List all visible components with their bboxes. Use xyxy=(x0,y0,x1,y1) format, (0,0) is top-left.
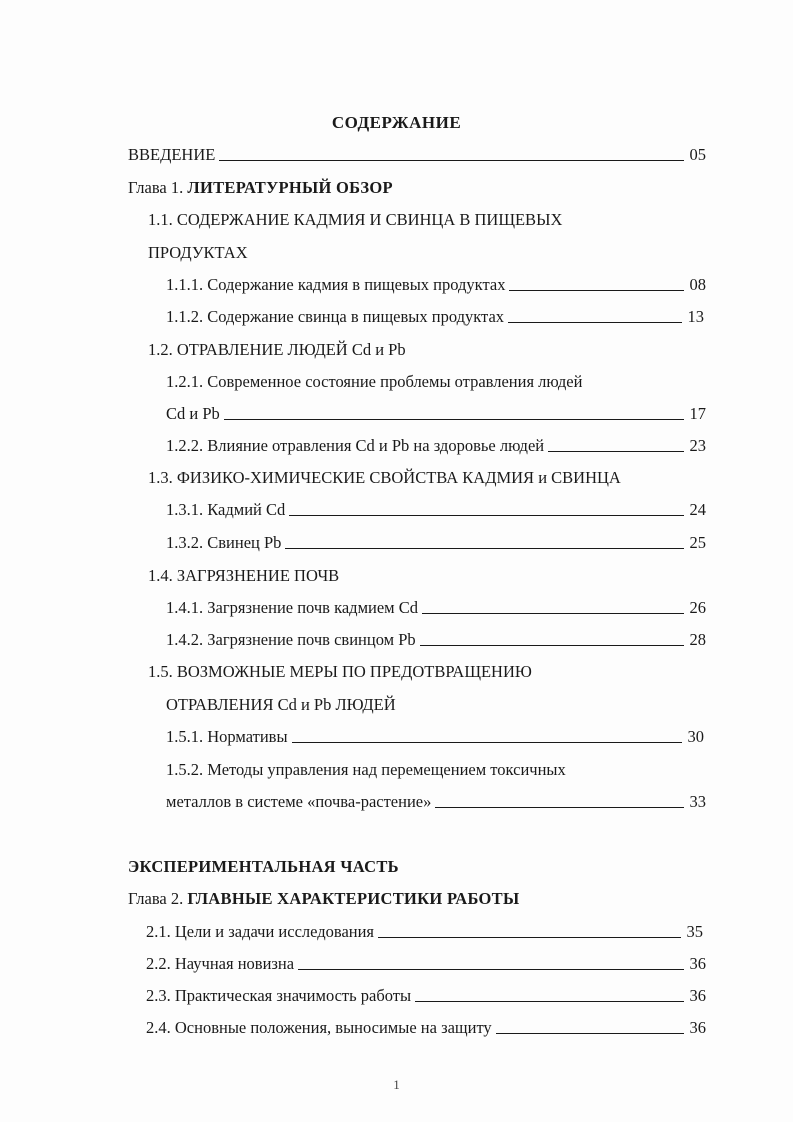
toc-entry-page: 24 xyxy=(689,500,706,519)
section-1-4: 1.4. ЗАГРЯЗНЕНИЕ ПОЧВ xyxy=(148,566,340,585)
toc-entry-label: 1.5.1. Нормативы xyxy=(166,727,288,746)
toc-entry-page: 25 xyxy=(689,533,706,552)
chapter-prefix: Глава 2. xyxy=(128,889,184,908)
leader-line xyxy=(219,160,683,161)
chapter-name: ГЛАВНЫЕ ХАРАКТЕРИСТИКИ РАБОТЫ xyxy=(187,889,520,908)
toc-entry-label: 1.2.2. Влияние отравления Cd и Pb на здоровье людей xyxy=(166,436,545,455)
toc-entry-page: 30 xyxy=(687,727,704,746)
leader-line xyxy=(289,515,683,516)
leader-line xyxy=(378,937,680,938)
leader-line xyxy=(285,548,683,549)
chapter-1-heading xyxy=(128,177,393,199)
toc-entry-label: 1.1.1. Содержание кадмия в пищевых продуктах xyxy=(166,275,506,294)
leader-line xyxy=(420,645,684,646)
leader-line xyxy=(415,1001,683,1002)
toc-entry-1-5-1 xyxy=(166,726,704,748)
toc-entry-page: 33 xyxy=(689,792,706,811)
section-1-1-line2: ПРОДУКТАХ xyxy=(148,243,248,262)
leader-line xyxy=(292,742,682,743)
toc-entry-label: ВВЕДЕНИЕ xyxy=(128,145,216,164)
leader-line xyxy=(298,969,683,970)
toc-entry-label: 2.1. Цели и задачи исследования xyxy=(146,922,375,941)
toc-entry-1-5-2 xyxy=(166,791,706,813)
leader-line xyxy=(422,613,684,614)
toc-entry-page: 36 xyxy=(689,954,706,973)
section-1-5-2-line1: 1.5.2. Методы управления над перемещением токсичных xyxy=(166,760,566,779)
toc-entry-label: 1.3.1. Кадмий Cd xyxy=(166,500,286,519)
leader-line xyxy=(496,1033,684,1034)
chapter-prefix: Глава 1. xyxy=(128,178,184,197)
toc-entry-label: 1.1.2. Содержание свинца в пищевых продуктах xyxy=(166,307,505,326)
experimental-part-heading: ЭКСПЕРИМЕНТАЛЬНАЯ ЧАСТЬ xyxy=(128,857,399,876)
toc-entry-1-4-1 xyxy=(166,597,706,619)
toc-entry-1-3-2 xyxy=(166,532,706,554)
leader-line xyxy=(224,419,684,420)
page-number: 1 xyxy=(393,1077,400,1092)
toc-entry-page: 36 xyxy=(689,986,706,1005)
toc-entry-2-2 xyxy=(146,953,706,975)
toc-entry-2-3 xyxy=(146,985,706,1007)
toc-entry-1-4-2 xyxy=(166,629,706,651)
section-1-5-line2: ОТРАВЛЕНИЯ Cd и Pb ЛЮДЕЙ xyxy=(166,695,396,714)
toc-entry-page: 17 xyxy=(689,404,706,423)
toc-entry-label: 2.4. Основные положения, выносимые на защиту xyxy=(146,1018,492,1037)
toc-entry-1-1-2 xyxy=(166,306,704,328)
section-1-5-line1: 1.5. ВОЗМОЖНЫЕ МЕРЫ ПО ПРЕДОТВРАЩЕНИЮ xyxy=(148,662,532,681)
toc-entry-page: 36 xyxy=(689,1018,706,1037)
toc-entry-label: 2.2. Научная новизна xyxy=(146,954,295,973)
toc-entry-1-3-1 xyxy=(166,499,706,521)
section-1-3: 1.3. ФИЗИКО-ХИМИЧЕСКИЕ СВОЙСТВА КАДМИЯ и СВИНЦА xyxy=(148,468,621,487)
toc-entry-label: 1.4.1. Загрязнение почв кадмием Cd xyxy=(166,598,418,617)
toc-entry-page: 35 xyxy=(686,922,703,941)
toc-entry-2-4 xyxy=(146,1017,706,1039)
toc-entry-label: металлов в системе «почва-растение» xyxy=(166,792,432,811)
toc-title: СОДЕРЖАНИЕ xyxy=(331,113,462,132)
toc-entry-intro xyxy=(128,144,706,166)
chapter-name: ЛИТЕРАТУРНЫЙ ОБЗОР xyxy=(187,178,393,197)
toc-entry-page: 26 xyxy=(689,598,706,617)
toc-entry-page: 13 xyxy=(687,307,704,326)
section-1-2-1-line1: 1.2.1. Современное состояние проблемы отравления людей xyxy=(166,372,583,391)
leader-line xyxy=(548,451,683,452)
toc-entry-2-1 xyxy=(146,921,703,943)
leader-line xyxy=(435,807,683,808)
toc-entry-label: 1.4.2. Загрязнение почв свинцом Pb xyxy=(166,630,416,649)
chapter-2-heading xyxy=(128,888,519,910)
section-1-2: 1.2. ОТРАВЛЕНИЕ ЛЮДЕЙ Cd и Pb xyxy=(148,340,406,359)
leader-line xyxy=(509,290,683,291)
toc-entry-page: 05 xyxy=(689,145,706,164)
toc-entry-page: 28 xyxy=(689,630,706,649)
toc-entry-label: 1.3.2. Свинец Pb xyxy=(166,533,282,552)
leader-line xyxy=(508,322,681,323)
toc-entry-1-2-2 xyxy=(166,435,706,457)
toc-entry-1-1-1 xyxy=(166,274,706,296)
toc-entry-1-2-1 xyxy=(166,403,706,425)
toc-entry-label: 2.3. Практическая значимость работы xyxy=(146,986,412,1005)
toc-entry-page: 23 xyxy=(689,436,706,455)
section-1-1-line1: 1.1. СОДЕРЖАНИЕ КАДМИЯ И СВИНЦА В ПИЩЕВЫХ xyxy=(148,210,563,229)
toc-entry-page: 08 xyxy=(689,275,706,294)
toc-entry-label: Cd и Pb xyxy=(166,404,220,423)
